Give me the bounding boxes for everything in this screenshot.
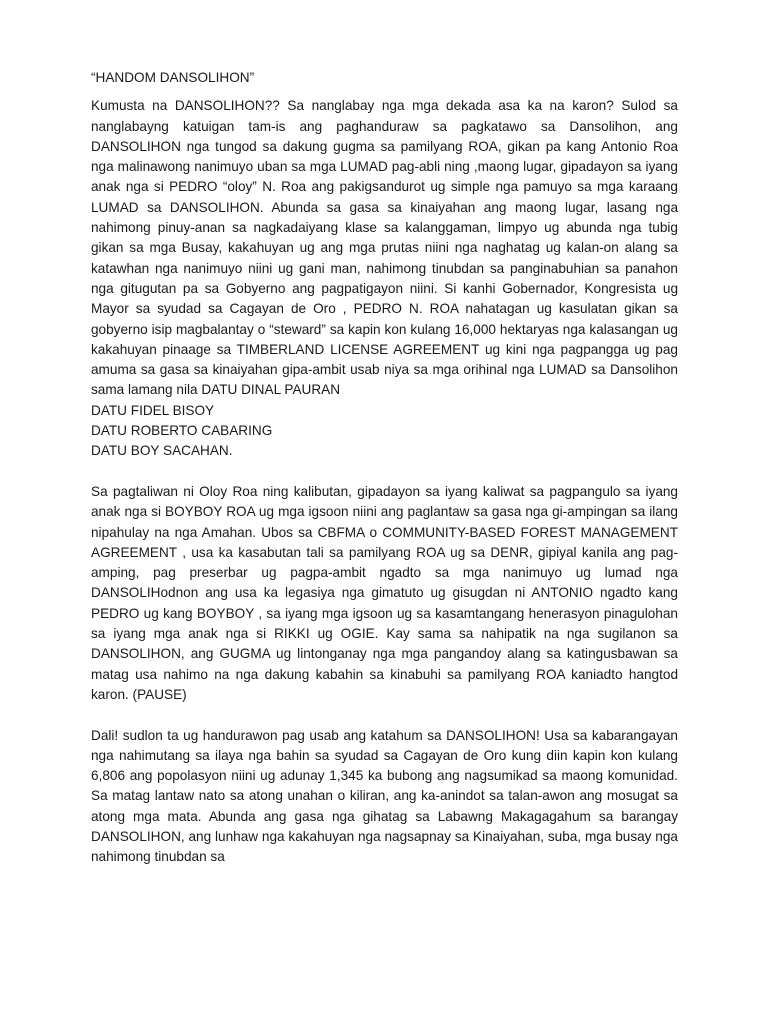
datu-line: DATU FIDEL BISOY	[91, 402, 215, 418]
document-title: “HANDOM DANSOLIHON”	[91, 70, 255, 85]
paragraph-3: Dali! sudlon ta ug handurawon pag usab ang katahum sa DANSOLIHON! Usa sa kabarangayan nga nahimutang sa ilaya nga bahin sa syudad sa Cagayan de Oro kung diin kapin kon kulang 6,806 ang popolasyon niini ug adunay 1,345 ka bubong ang nagsumikad sa maong komunidad. Sa matag lantaw nato sa atong unahan o kiliran, ang ka-anindot sa talan-awon ang mosugat sa atong mga mata. Abunda ang gasa nga gihatag sa Labawng Makagagahum sa barangay DANSOLIHON, ang lunhaw nga kakahuyan nga nagsapnay sa Kinaiyahan, suba, mga busay nga nahimong tinubdan sa	[91, 727, 678, 865]
datu-line: DATU BOY SACAHAN.	[91, 443, 233, 459]
datu-line: DATU ROBERTO CABARING	[91, 423, 273, 439]
paragraph-1: Kumusta na DANSOLIHON?? Sa nanglabay nga mga dekada asa ka na karon? Sulod sa nanglabayng katuigan tam-is ang paghanduraw sa pagkatawo sa Dansolihon, ang DANSOLIHON nga tungod sa dakung gugma sa pamilyang ROA, gikan pa kang Antonio Roa nga malinawong nanimuyo uban sa mga LUMAD pag-abli ning ,maong lugar, gipadayon sa iyang anak nga si PEDRO “oloy” N. Roa ang pakigsandurot ug simple nga pamuyo sa mga karaang LUMAD sa DANSOLIHON. Abunda sa gasa sa kinaiyahan ang maong lugar, lasang nga nahimong pinuy-anan sa nagkadaiyang klase sa kalanggaman, limpyo ug abunda nga tubig gikan sa mga Busay, kakahuyan ug ang mga prutas niini nga naghatag ug kalan-on alang sa katawhan nga nanimuyo niini ug gani man, nahimong tinubdan sa panginabuhian sa panahon nga gitugutan pa sa Gobyerno ang pagpatigayon niini. Si kanhi Gobernador, Kongresista ug Mayor sa syudad sa Cagayan de Oro , PEDRO N. ROA nahatagan ug kasulatan gikan sa gobyerno isip magbalantay o “steward” sa kapin kon kulang 16,000 hektaryas nga kalasangan ug kakahuyan pinaage sa TIMBERLAND LICENSE AGREEMENT ug kini nga pagpangga ug pag amuma sa gasa sa kinaiyahan gipa-ambit usab niya sa mga orihinal nga LUMAD sa Dansolihon sama lamang nila DATU DINAL PAURAN	[91, 98, 678, 398]
paragraph-spacer	[91, 705, 678, 725]
paragraph-spacer	[91, 462, 678, 482]
paragraph-2: Sa pagtaliwan ni Oloy Roa ning kalibutan, gipadayon sa iyang kaliwat sa pagpangulo sa iyang anak nga si BOYBOY ROA ug mga igsoon niini ang paglantaw sa gasa nga gi-ampingan sa ilang nipahulay na nga Amahan. Ubos sa CBFMA o COMMUNITY-BASED FOREST MANAGEMENT AGREEMENT , usa ka kasabutan tali sa pamilyang ROA ug sa DENR, gipiyal kanila ang pag-amping, pag preserbar ug pagpa-ambit ngadto sa mga nanimuyo ug lumad nga DANSOLIHodnon ang usa ka legasiya nga gimatuto ug gisugdan ni ANTONIO ngadto kang PEDRO ug kang BOYBOY , sa iyang mga igsoon ug sa kasamtangang henerasyon pinagulohan sa iyang mga anak nga si RIKKI ug OGIE. Kay sama sa nahipatik na nga sugilanon sa DANSOLIHON, ang GUGMA ug lintonganay nga mga pangandoy alang sa katingusbawan sa matag usa nahimo na nga dakung kabahin sa kinabuhi sa pamilyang ROA kaniadto hangtod karon. (PAUSE)	[91, 483, 678, 702]
datu-list	[91, 401, 678, 462]
document-body	[91, 68, 678, 868]
